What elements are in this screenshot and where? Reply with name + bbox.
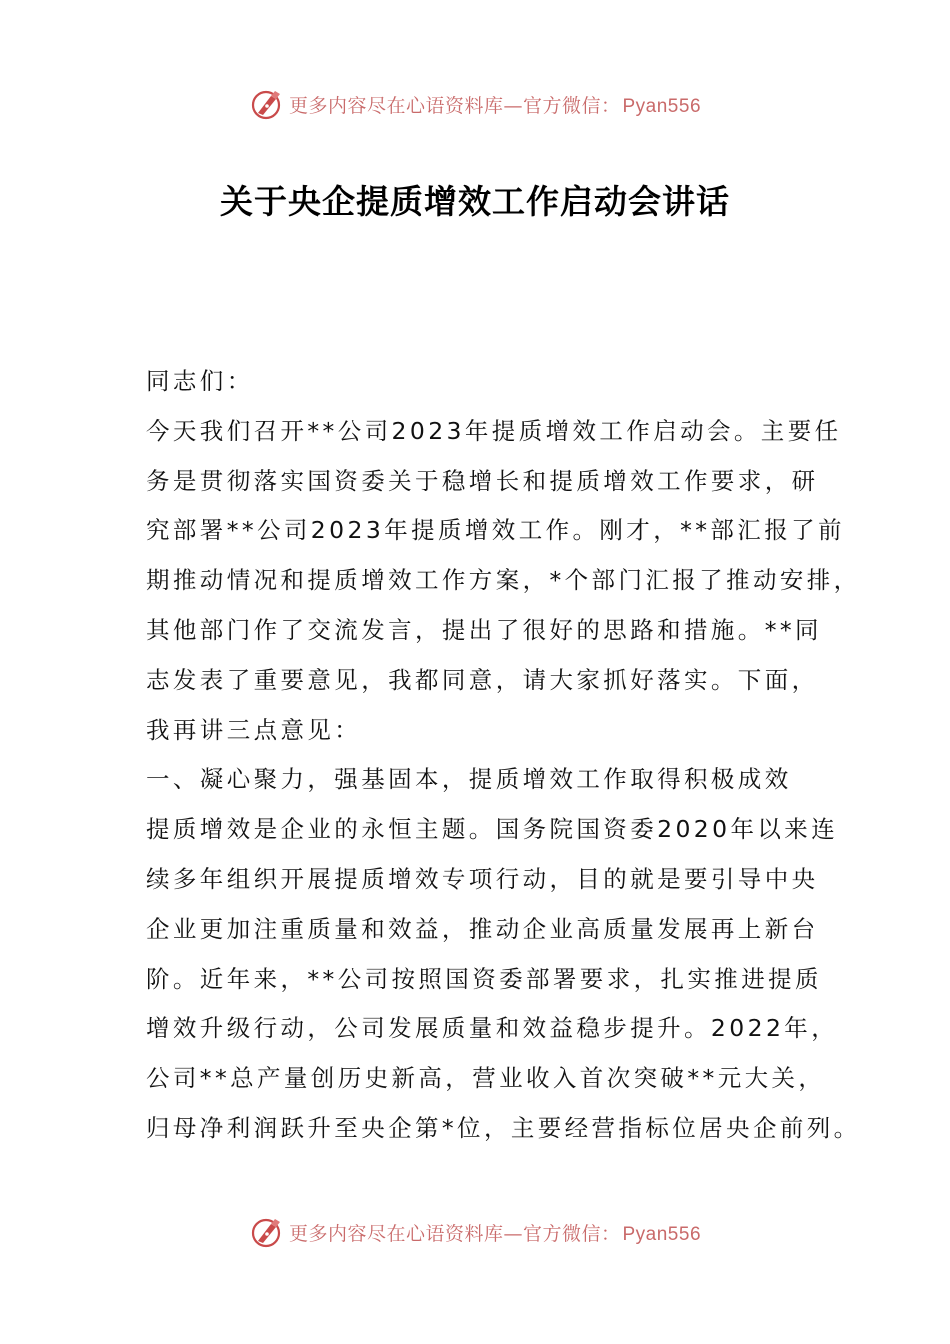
text-line: 其他部门作了交流发言，提出了很好的思路和措施。**同 bbox=[146, 615, 822, 644]
text-line: 企业更加注重质量和效益，推动企业高质量发展再上新台 bbox=[146, 914, 819, 943]
text-line: 阶。近年来，**公司按照国资委部署要求，扎实推进提质 bbox=[146, 964, 822, 993]
footer-watermark bbox=[0, 1212, 950, 1252]
text-line: 期推动情况和提质增效工作方案，*个部门汇报了推动安排， bbox=[146, 566, 861, 595]
salutation-line: 同志们： bbox=[146, 367, 254, 395]
text-line: 务是贯彻落实国资委关于稳增长和提质增效工作要求，研 bbox=[146, 466, 819, 495]
text-line: 增效升级行动，公司发展质量和效益稳步提升。2022年， bbox=[146, 1014, 839, 1043]
text-line: 今天我们召开**公司2023年提质增效工作启动会。主要任 bbox=[146, 416, 842, 445]
text-line: 续多年组织开展提质增效专项行动，目的就是要引导中央 bbox=[146, 864, 819, 893]
watermark-wechat-id: Pyan556 bbox=[622, 1223, 702, 1245]
pen-nib-logo-icon bbox=[249, 86, 285, 122]
header-watermark bbox=[0, 84, 950, 124]
section-heading: 一、凝心聚力，强基固本，提质增效工作取得积极成效 bbox=[146, 765, 792, 794]
watermark-text: 更多内容尽在心语资料库—官方微信： Pyan556 bbox=[288, 1222, 702, 1245]
text-line: 我再讲三点意见： bbox=[146, 715, 362, 744]
watermark-text: 更多内容尽在心语资料库—官方微信： Pyan556 bbox=[288, 94, 702, 117]
text-line: 志发表了重要意见，我都同意，请大家抓好落实。下面， bbox=[146, 665, 819, 694]
document-title: 关于央企提质增效工作启动会讲话 bbox=[220, 182, 730, 221]
document-body bbox=[146, 357, 861, 1154]
text-line: 归母净利润跃升至央企第*位，主要经营指标位居央企前列。 bbox=[146, 1113, 861, 1142]
pen-nib-logo-icon bbox=[249, 1214, 285, 1250]
text-line: 提质增效是企业的永恒主题。国务院国资委2020年以来连 bbox=[146, 815, 839, 844]
watermark-wechat-id: Pyan556 bbox=[622, 95, 702, 117]
text-line: 公司**总产量创历史新高，营业收入首次突破**元大关， bbox=[146, 1064, 826, 1093]
text-line: 究部署**公司2023年提质增效工作。刚才，**部汇报了前 bbox=[146, 516, 845, 545]
